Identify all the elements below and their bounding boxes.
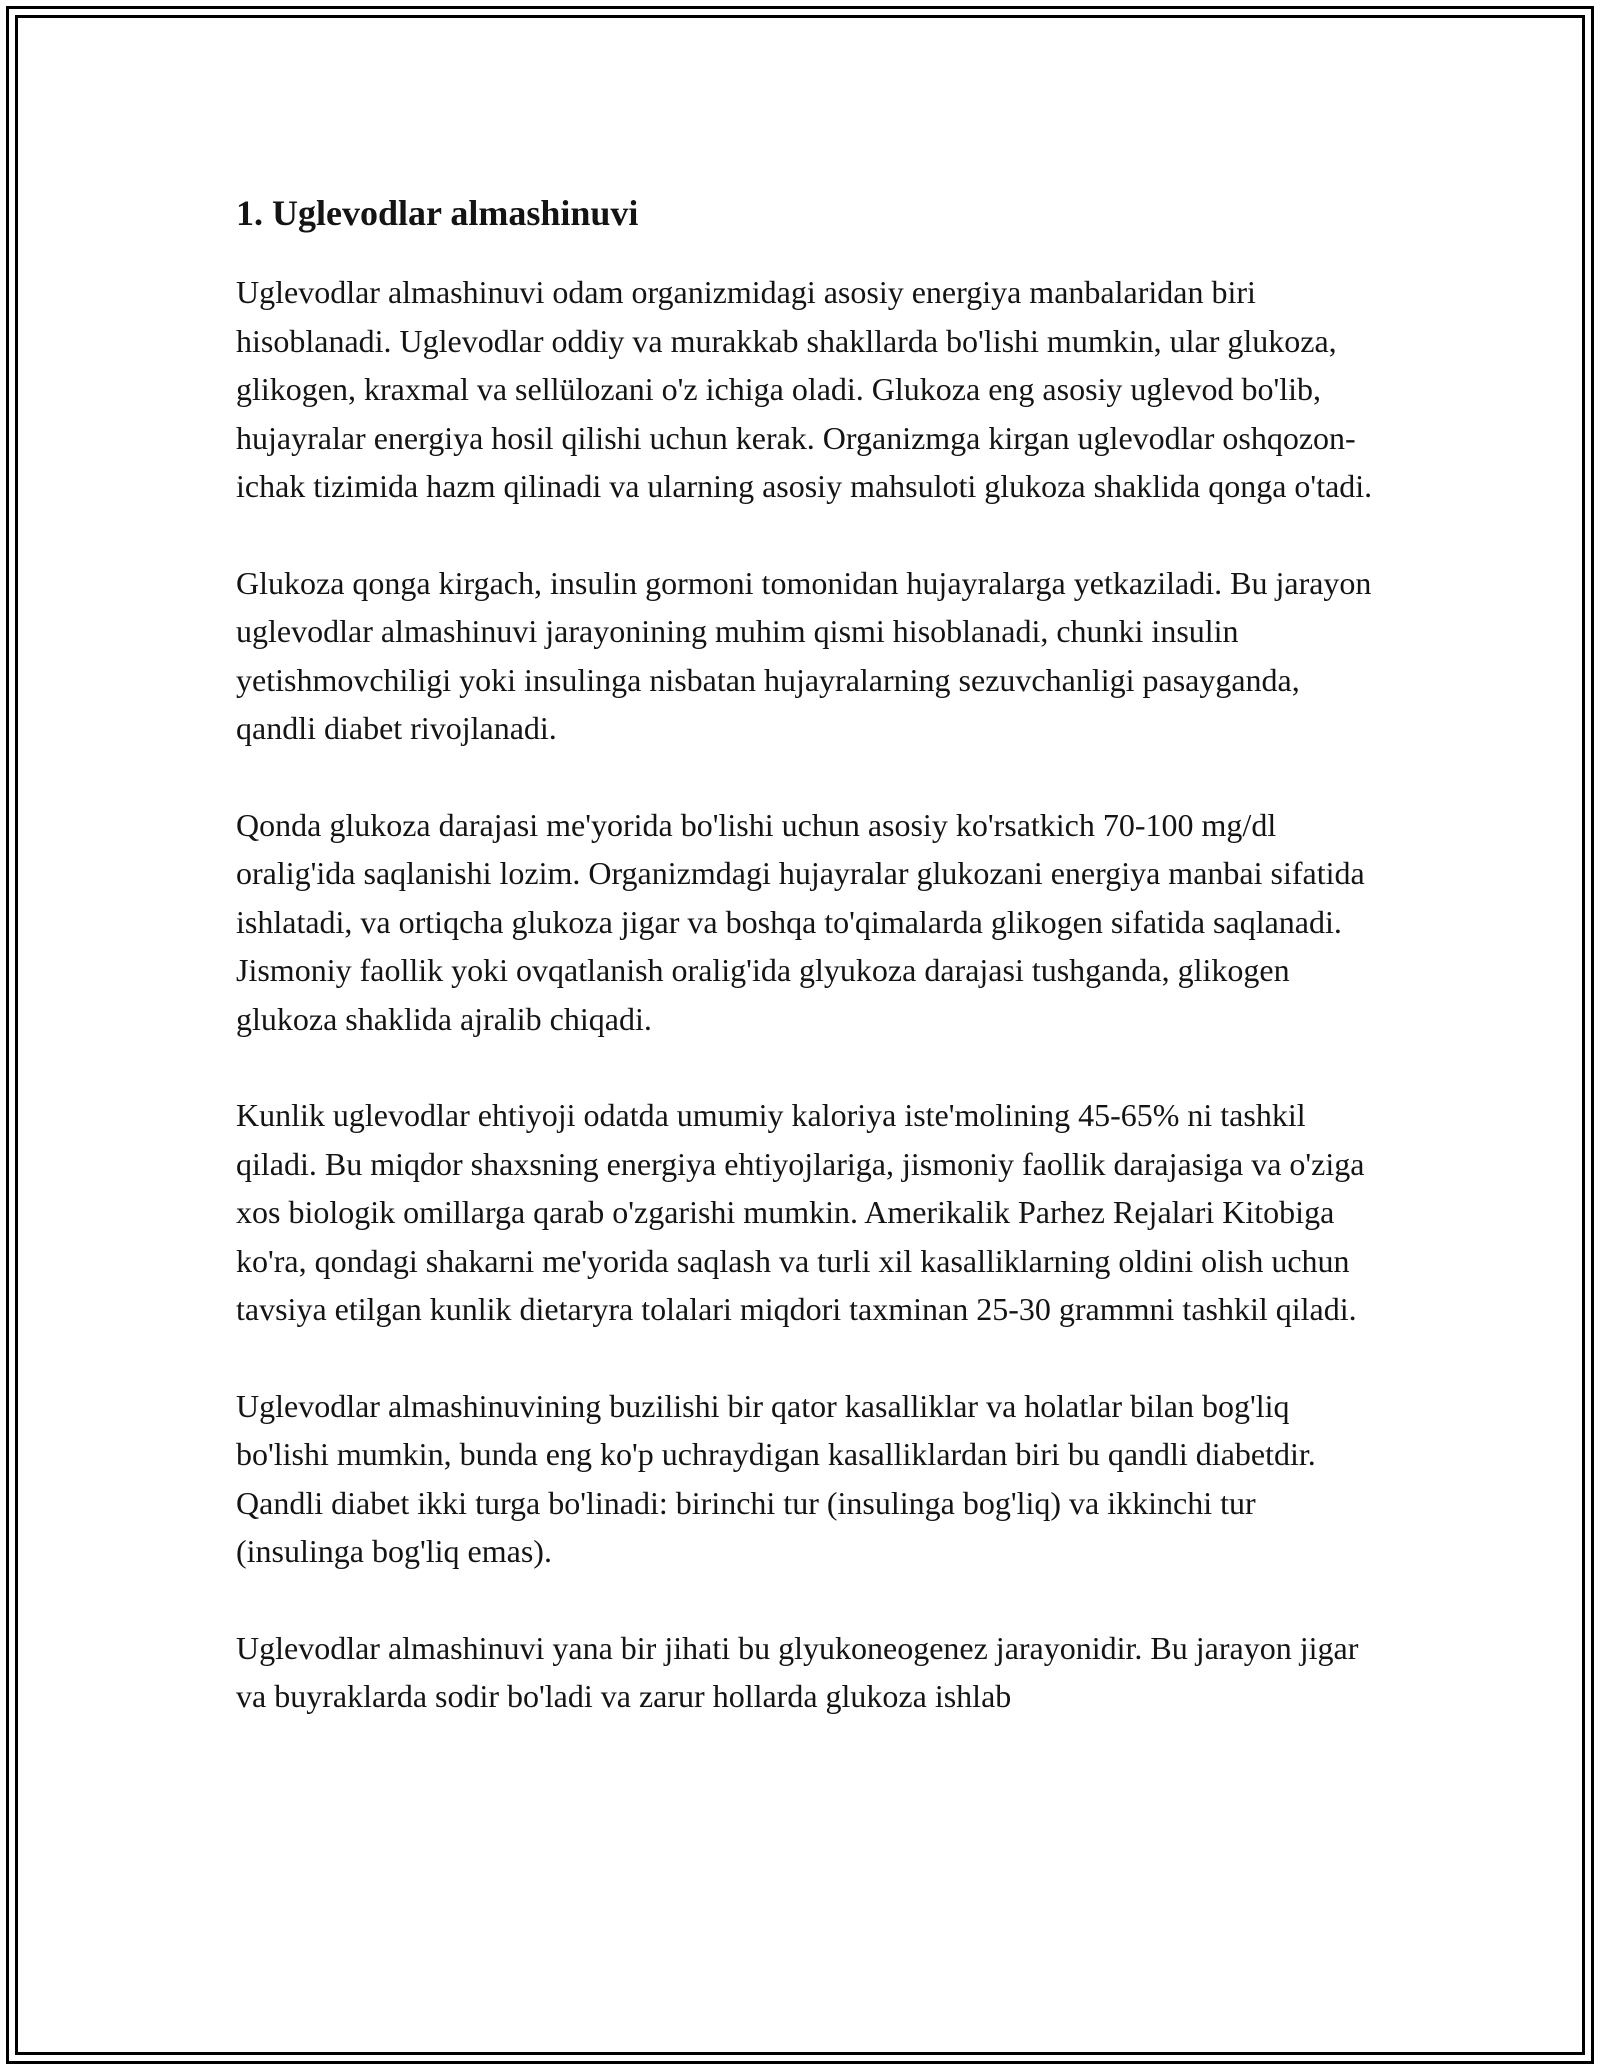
- paragraph-1: Uglevodlar almashinuvi odam organizmidagi asosiy energiya manbalaridan biri hisoblanadi. Uglevodlar oddiy va murakkab shakllarda bo'lishi mumkin, ular glukoza, glikogen, kraxmal va sellülozani o'z ichiga oladi. Glukoza eng asosiy uglevod bo'lib, hujayralar energiya hosil qilishi uchun kerak. Organizmga kirgan uglevodlar oshqozon-ichak tizimida hazm qilinadi va ularning asosiy mahsuloti glukoza shaklida qonga o'tadi.: [236, 274, 1373, 504]
- document-body: [236, 188, 1386, 1769]
- section-heading: 1. Uglevodlar almashinuvi: [236, 193, 639, 233]
- paragraph-3: Qonda glukoza darajasi me'yorida bo'lishi uchun asosiy ko'rsatkich 70-100 mg/dl oralig'ida saqlanishi lozim. Organizmdagi hujayralar glukozani energiya manbai sifatida ishlatadi, va ortiqcha glukoza jigar va boshqa to'qimalarda glikogen sifatida saqlanadi. Jismoniy faollik yoki ovqatlanish oralig'ida glyukoza darajasi tushganda, glikogen glukoza shaklida ajralib chiqadi.: [236, 806, 1365, 1037]
- paragraph-4: Kunlik uglevodlar ehtiyoji odatda umumiy kaloriya iste'molining 45-65% ni tashkil qiladi. Bu miqdor shaxsning energiya ehtiyojlariga, jismoniy faollik darajasiga va o'ziga xos biologik omillarga qarab o'zgarishi mumkin. Amerikalik Parhez Rejalari Kitobiga ko'ra, qondagi shakarni me'yorida saqlash va turli xil kasalliklarning oldini olish uchun tavsiya etilgan kunlik dietaryra tolalari miqdori taxminan 25-30 grammni tashkil qiladi.: [236, 1097, 1365, 1327]
- paragraph-6: Uglevodlar almashinuvi yana bir jihati bu glyukoneogenez jarayonidir. Bu jarayon jigar va buyraklarda sodir bo'ladi va zarur hollarda glukoza ishlab: [236, 1629, 1359, 1714]
- paragraph-2: Glukoza qonga kirgach, insulin gormoni tomonidan hujayralarga yetkaziladi. Bu jarayon uglevodlar almashinuvi jarayonining muhim qismi hisoblanadi, chunki insulin yetishmovchiligi yoki insulinga nisbatan hujayralarning sezuvchanligi pasayganda, qandli diabet rivojlanadi.: [236, 564, 1372, 746]
- paragraph-5: Uglevodlar almashinuvining buzilishi bir qator kasalliklar va holatlar bilan bog'liq bo'lishi mumkin, bunda eng ko'p uchraydigan kasalliklardan biri bu qandli diabetdir. Qandli diabet ikki turga bo'linadi: birinchi tur (insulinga bog'liq) va ikkinchi tur (insulinga bog'liq emas).: [236, 1387, 1316, 1569]
